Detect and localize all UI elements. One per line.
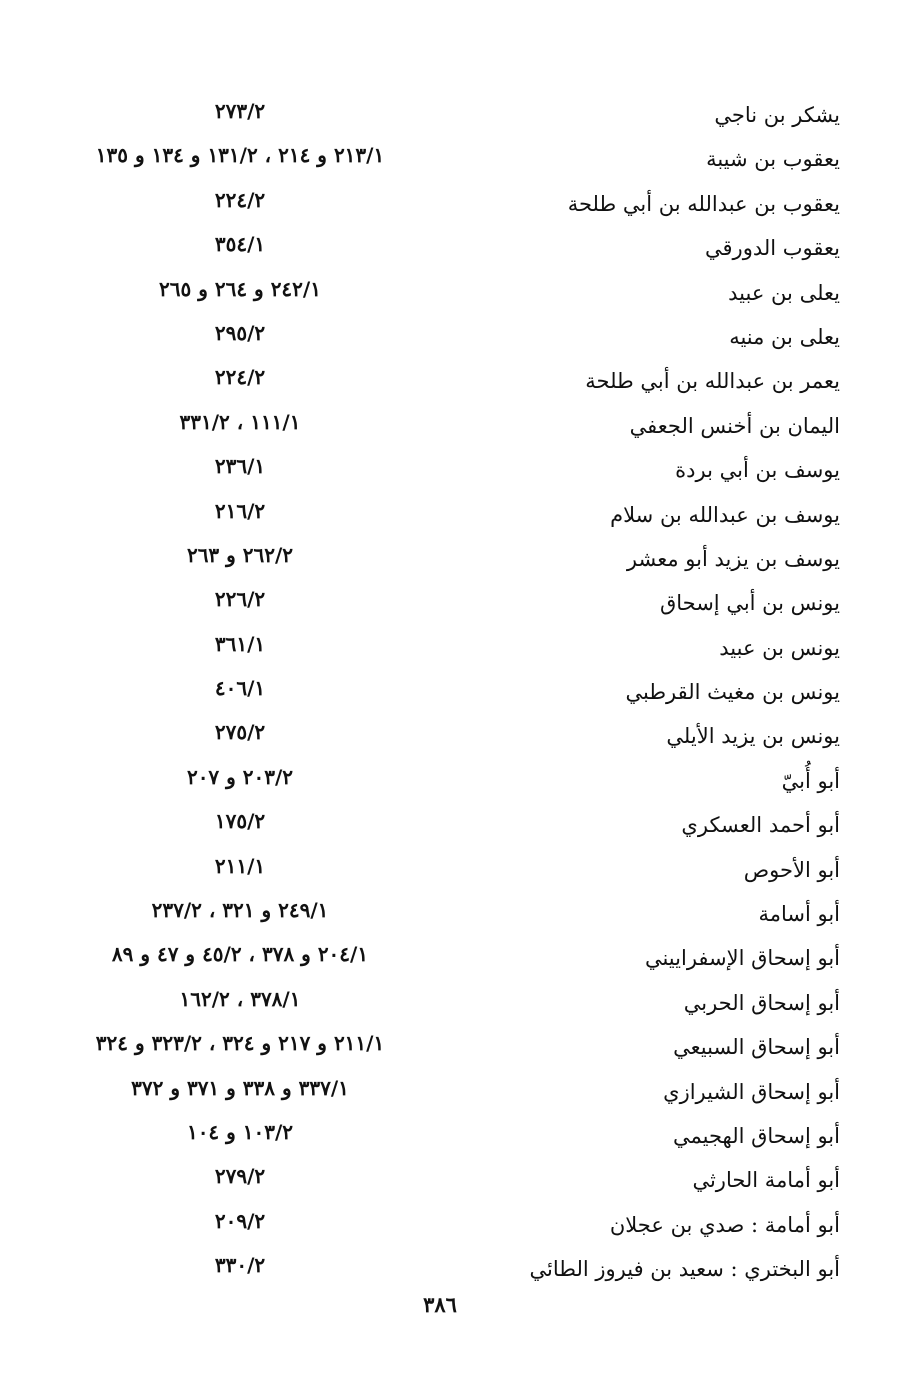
index-entry — [0, 1117, 920, 1161]
entry-name: أبو أُبيّ — [781, 768, 840, 793]
entry-name: يعلى بن عبيد — [728, 280, 840, 305]
index-entry — [0, 140, 920, 184]
index-entry — [0, 673, 920, 717]
index-entry — [0, 584, 920, 628]
entry-name: أبو إسحاق الحربي — [683, 990, 840, 1015]
entry-name: أبو الأحوص — [743, 857, 840, 882]
entry-name: أبو إسحاق الإسفراييني — [644, 946, 840, 971]
index-entry — [0, 984, 920, 1028]
entry-page-refs: ٢٠٩/٢ — [214, 1208, 266, 1233]
entry-name: يونس بن مغيث القرطبي — [625, 680, 840, 705]
entry-page-refs: ٣٣٧/١ و ٣٣٨ و ٣٧١ و ٣٧٢ — [131, 1075, 349, 1100]
index-entry — [0, 229, 920, 273]
index-entry — [0, 1250, 920, 1294]
entry-page-refs: ٢٣٦/١ — [214, 454, 266, 479]
entry-page-refs: ٢٤٢/١ و ٢٦٤ و ٢٦٥ — [159, 276, 321, 301]
entry-page-refs: ١٠٣/٢ و ١٠٤ — [186, 1119, 294, 1144]
entry-name: يعقوب الدورقي — [705, 236, 840, 261]
entry-name: يونس بن يزيد الأيلي — [666, 724, 840, 749]
entry-name: أبو أمامة الحارثي — [692, 1168, 840, 1193]
entry-name: يعقوب بن عبدالله بن أبي طلحة — [567, 191, 840, 216]
entry-page-refs: ٢١٣/١ و ٢١٤ ، ١٣١/٢ و ١٣٤ و ١٣٥ — [95, 143, 385, 168]
entry-name: يعقوب بن شيبة — [706, 147, 840, 172]
entry-page-refs: ٢٦٢/٢ و ٢٦٣ — [186, 542, 294, 567]
entry-page-refs: ٣٧٨/١ ، ١٦٢/٢ — [179, 986, 301, 1011]
index-entry — [0, 362, 920, 406]
index-entry — [0, 895, 920, 939]
entry-page-refs: ٢٢٤/٢ — [214, 365, 266, 390]
entry-page-refs: ٢٩٥/٢ — [214, 320, 266, 345]
index-entry — [0, 496, 920, 540]
entry-page-refs: ٤٠٦/١ — [214, 676, 266, 701]
index-entry — [0, 1073, 920, 1117]
entry-name: أبو البختري : سعيد بن فيروز الطائي — [529, 1257, 840, 1282]
entry-name: أبو أمامة : صدي بن عجلان — [609, 1212, 840, 1237]
index-entry — [0, 629, 920, 673]
entry-page-refs: ٢١٦/٢ — [214, 498, 266, 523]
entry-page-refs: ١٧٥/٢ — [214, 809, 266, 834]
entry-name: يوسف بن أبي بردة — [675, 458, 840, 483]
entry-page-refs: ٢١١/١ — [214, 853, 266, 878]
index-entry — [0, 274, 920, 318]
index-entry — [0, 1161, 920, 1205]
entry-name: يعلى بن منيه — [729, 324, 840, 349]
entry-page-refs: ٢٢٤/٢ — [214, 187, 266, 212]
entry-page-refs: ٣٣٠/٢ — [214, 1253, 266, 1278]
index-entry — [0, 851, 920, 895]
entry-page-refs: ٣٥٤/١ — [214, 232, 266, 257]
entry-name: يوسف بن يزيد أبو معشر — [626, 546, 840, 571]
entry-page-refs: ٢٤٩/١ و ٣٢١ ، ٢٣٧/٢ — [151, 898, 329, 923]
index-entry — [0, 185, 920, 229]
entry-name: يعمر بن عبدالله بن أبي طلحة — [585, 369, 840, 394]
entry-page-refs: ٢٢٦/٢ — [214, 587, 266, 612]
entry-name: يشكر بن ناجي — [714, 103, 840, 127]
entry-name: أبو أسامة — [758, 902, 840, 927]
entry-name: أبو أحمد العسكري — [681, 813, 840, 838]
entry-page-refs: ٢٠٤/١ و ٣٧٨ ، ٤٥/٢ و ٤٧ و ٨٩ — [111, 942, 369, 967]
entry-name: أبو إسحاق الهجيمي — [672, 1123, 840, 1148]
name-index-list — [0, 96, 920, 1295]
index-entry — [0, 717, 920, 761]
entry-page-refs: ٢٠٣/٢ و ٢٠٧ — [186, 764, 294, 789]
entry-page-refs: ٣٦١/١ — [214, 631, 266, 656]
index-entry — [0, 451, 920, 495]
index-entry — [0, 806, 920, 850]
index-entry — [0, 407, 920, 451]
entry-name: اليمان بن أخنس الجعفي — [629, 413, 840, 438]
index-entry — [0, 1028, 920, 1072]
entry-page-refs: ٢٧٩/٢ — [214, 1164, 266, 1189]
entry-page-refs: ٢٧٥/٢ — [214, 720, 266, 745]
index-entry — [0, 939, 920, 983]
index-entry — [0, 762, 920, 806]
entry-name: أبو إسحاق الشيرازي — [663, 1079, 840, 1104]
entry-name: يونس بن عبيد — [719, 635, 840, 660]
entry-page-refs: ٢١١/١ و ٢١٧ و ٣٢٤ ، ٣٢٣/٢ و ٣٢٤ — [95, 1031, 385, 1056]
page-number: ٣٨٦ — [423, 1292, 457, 1317]
entry-page-refs: ٢٧٣/٢ — [214, 99, 266, 123]
index-entry — [0, 96, 920, 140]
index-entry — [0, 1206, 920, 1250]
entry-name: يونس بن أبي إسحاق — [659, 591, 840, 616]
index-entry — [0, 540, 920, 584]
entry-name: يوسف بن عبدالله بن سلام — [610, 502, 840, 527]
index-entry — [0, 318, 920, 362]
entry-page-refs: ١١١/١ ، ٣٣١/٢ — [179, 409, 301, 434]
entry-name: أبو إسحاق السبيعي — [673, 1035, 840, 1060]
